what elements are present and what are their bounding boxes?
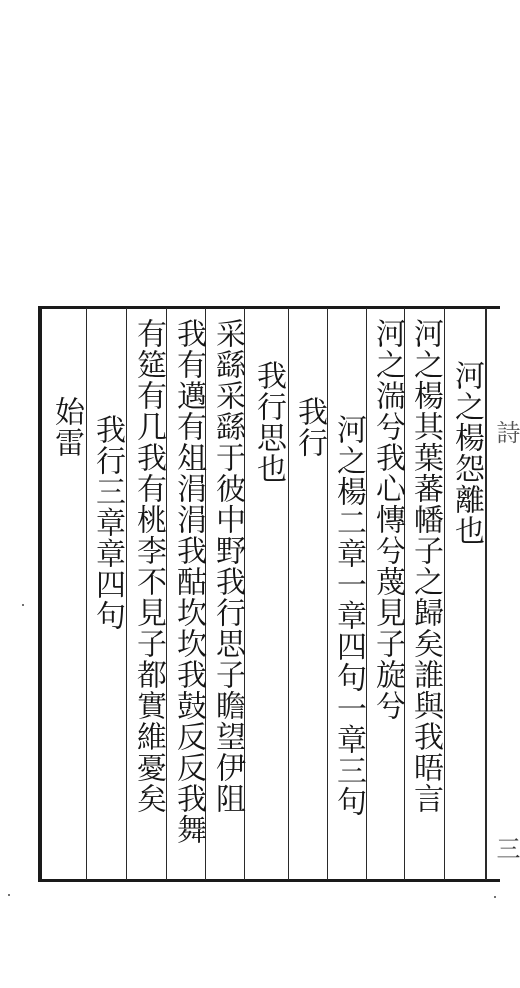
text-column-6: 我行思也 (251, 360, 286, 484)
margin-title: 詩 (492, 420, 520, 444)
paper-speck (8, 894, 10, 896)
text-column-10: 我行三章章四句 (90, 414, 125, 631)
text-column-4: 河之楊二章一章四句一章三句 (331, 414, 366, 817)
column-rule (126, 308, 127, 880)
column-rule (166, 308, 167, 880)
text-column-11: 始雷 (49, 396, 84, 458)
paper-speck (494, 896, 496, 898)
column-rule (444, 308, 445, 880)
column-rule (485, 308, 487, 880)
text-column-8: 我有邁有俎涓涓我酤坎坎我鼓反反我舞 (171, 318, 206, 845)
column-rule (327, 308, 328, 880)
text-column-5: 我行 (292, 396, 327, 458)
paper-speck (22, 604, 24, 606)
margin-page-number: 三 (492, 836, 520, 860)
text-column-3: 河之湍兮我心慱兮蔑見子旋兮 (370, 318, 405, 721)
column-rule (288, 308, 289, 880)
column-rule (366, 308, 367, 880)
text-column-2: 河之楊其葉蕃幡子之歸矣誰與我晤言 (408, 318, 443, 814)
text-column-9: 有筵有几我有桃李不見子都實維憂矣 (131, 318, 166, 814)
text-column-1: 河之楊怨離也 (449, 360, 484, 546)
text-column-7: 采繇采繇于彼中野我行思子瞻望伊阻 (210, 318, 245, 814)
column-rule (86, 308, 87, 880)
